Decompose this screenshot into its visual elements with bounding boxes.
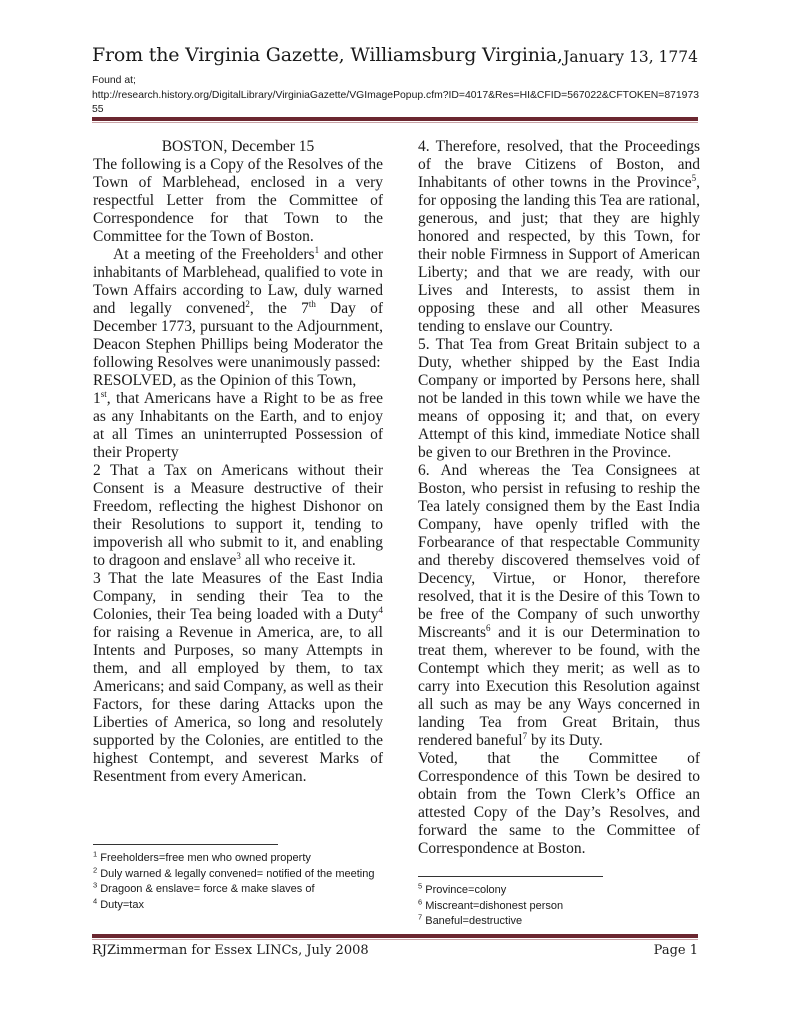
- page-title: From the Virginia Gazette, Williamsburg Virginia,: [92, 44, 563, 66]
- footnote-text: Dragoon & enslave= force & make slaves of: [97, 883, 315, 895]
- footnote: [93, 864, 383, 883]
- resolve-1: [93, 390, 383, 462]
- footnote-ref-3: 3: [236, 550, 241, 561]
- footnote-ref-4: 4: [378, 604, 383, 615]
- footnote-number: 5: [418, 881, 423, 891]
- resolve-6-text-a: 6. And whereas the Tea Consignees at Boston, who persist in refusing to reship the Tea lately consigned them by the East India Company, have openly trifled with the Forbearance of that respectable Community and thereby discovered themselves void of Decency, Virtue, or Honor, therefore resolved, that it is the Desire of this Town to be free of the Company of such unworthy Miscreants: [418, 462, 700, 641]
- source-citation: [92, 74, 702, 118]
- voted-paragraph: Voted, that the Committee of Correspondence of this Town be desired to obtain from the Town Clerk’s Office an attested Copy of the Day’s Resolves, and forward the same to the Committee of Correspondence at Boston.: [418, 750, 700, 857]
- meeting-paragraph: [93, 246, 383, 372]
- footnote-text: Freeholders=free men who owned property: [97, 852, 311, 864]
- resolved-heading: RESOLVED, as the Opinion of this Town,: [93, 372, 357, 389]
- header-rule-thin: [92, 122, 698, 123]
- footnote-ref-2: 2: [245, 298, 250, 309]
- resolve-3-text-b: for raising a Revenue in America, are, to all Intents and Purposes, so many Attempts in them, and all employed by them, to tax Americans; and said Company, as well as their Factors, for these daring Attacks upon the Liberties of America, so long and resolutely supported by the Colonies, are entitled to the highest Contempt, and severest Marks of Resentment from every American.: [93, 624, 383, 785]
- resolve-2: [93, 462, 383, 570]
- resolve-2-text-b: all who receive it.: [240, 552, 356, 569]
- footnote-ref-7: 7: [522, 730, 528, 741]
- footnote: [418, 914, 698, 930]
- footer-rule: [92, 934, 698, 940]
- footnotes-left: [93, 851, 383, 913]
- footnote-ref-6: 6: [486, 622, 491, 633]
- ordinal-suffix: st: [100, 388, 107, 399]
- footnote-text: Province=colony: [422, 884, 507, 896]
- resolve-4-text-b: , for opposing the landing this Tea are rational, generous, and just; that they are highly honored and respected, by this Town, for their noble Firmness in Support of American Liberty; and that we are ready, with our Lives and Interests, to assist them in opposing these and all other Measures tending to enslave our Country.: [418, 174, 700, 335]
- resolve-3: [93, 570, 383, 786]
- footnote-text: Duly warned & legally convened= notified of the meeting: [97, 867, 375, 880]
- footnote-number: 7: [418, 912, 423, 922]
- resolve-4: [418, 138, 700, 336]
- footnote-text: Duty=tax: [97, 898, 144, 911]
- footnote: [93, 895, 383, 914]
- right-column: [418, 138, 700, 858]
- footnote-separator: [93, 844, 278, 845]
- meeting-text-b: and other inhabitants of Marblehead, qualified to vote in Town Affairs according to Law, duly warned and legally convened: [93, 246, 384, 317]
- left-column: [93, 138, 383, 786]
- source-label: Found at;: [92, 75, 136, 86]
- meeting-text-a: At a meeting of the Freeholders: [113, 246, 315, 263]
- footnote-number: 3: [93, 880, 98, 890]
- ordinal-suffix: th: [308, 298, 316, 309]
- intro-paragraph: The following is a Copy of the Resolves of the Town of Marblehead, enclosed in a very respectful Letter from the Committee of Correspondence for that Town to the Committee for the Town of Boston.: [93, 156, 383, 245]
- footnote: [418, 896, 698, 915]
- resolve-1-number: 1: [93, 390, 101, 407]
- footnote-text: Miscreant=dishonest person: [422, 899, 564, 912]
- resolve-6: [418, 462, 700, 750]
- resolve-6-text-b: and it is our Determination to treat them, wherever to be found, with the Contempt which they merit; as well as to carry into Execution this Resolution against all such as may be any Ways concerned in landing Tea from Great Britain, thus rendered baneful: [418, 624, 700, 749]
- dateline: BOSTON, December 15: [161, 138, 315, 155]
- meeting-text-c: , the 7: [249, 300, 309, 317]
- header-rule: [92, 117, 698, 123]
- footer-rule-thick: [92, 934, 698, 938]
- resolve-4-text-a: 4. Therefore, resolved, that the Proceedings of the brave Citizens of Boston, and Inhabitants of other towns in the Province: [418, 138, 700, 191]
- footer-rule-thin: [92, 939, 698, 940]
- footnote-ref-1: 1: [314, 244, 320, 255]
- footnote-number: 6: [418, 896, 423, 906]
- page-number: Page 1: [653, 943, 698, 958]
- footnote-separator: [418, 876, 603, 877]
- resolve-5: 5. That Tea from Great Britain subject to a Duty, whether shipped by the East India Company or imported by Persons here, shall not be landed in this town while we have the means of opposing it; and that, on every Attempt of this kind, immediate Notice shall be given to our Brethren in the Province.: [418, 336, 700, 461]
- resolve-6-text-c: by its Duty.: [527, 732, 603, 749]
- footnote-number: 1: [93, 849, 98, 859]
- footnotes-right: [418, 883, 698, 930]
- resolve-3-text-a: 3 That the late Measures of the East India Company, in sending their Tea to the Colonies, their Tea being loaded with a Duty: [93, 570, 383, 623]
- footnote: [93, 851, 383, 867]
- footnote-ref-5: 5: [691, 172, 697, 183]
- footnote-number: 2: [93, 864, 98, 874]
- footer-credit: RJZimmerman for Essex LINCs, July 2008: [92, 943, 369, 958]
- source-url: http://research.history.org/DigitalLibrary/VirginiaGazette/VGImagePopup.cfm?ID=4017&Res=HI&CFID=567022&CFTOKEN=87197355: [92, 89, 700, 115]
- meeting-text-d: Day of December 1773, pursuant to the Adjournment, Deacon Stephen Phillips being Moderator the following Resolves were unanimously passed:: [93, 300, 383, 371]
- header-rule-thick: [92, 117, 698, 121]
- footnote-number: 4: [93, 895, 98, 905]
- footnote: [93, 882, 383, 898]
- footnote: [418, 883, 698, 899]
- header-date: January 13, 1774: [563, 48, 698, 66]
- resolve-1-text: , that Americans have a Right to be as free as any Inhabitants on the Earth, and to enjoy at all Times an uninterrupted Possession of their Property: [93, 390, 383, 461]
- footnote-text: Baneful=destructive: [422, 915, 523, 927]
- resolve-2-text-a: 2 That a Tax on Americans without their Consent is a Measure destructive of their Freedom, reflecting the highest Dishonor on their Resolutions to support it, tending to impoverish all who submit to it, and enabling to dragoon and enslave: [93, 462, 383, 569]
